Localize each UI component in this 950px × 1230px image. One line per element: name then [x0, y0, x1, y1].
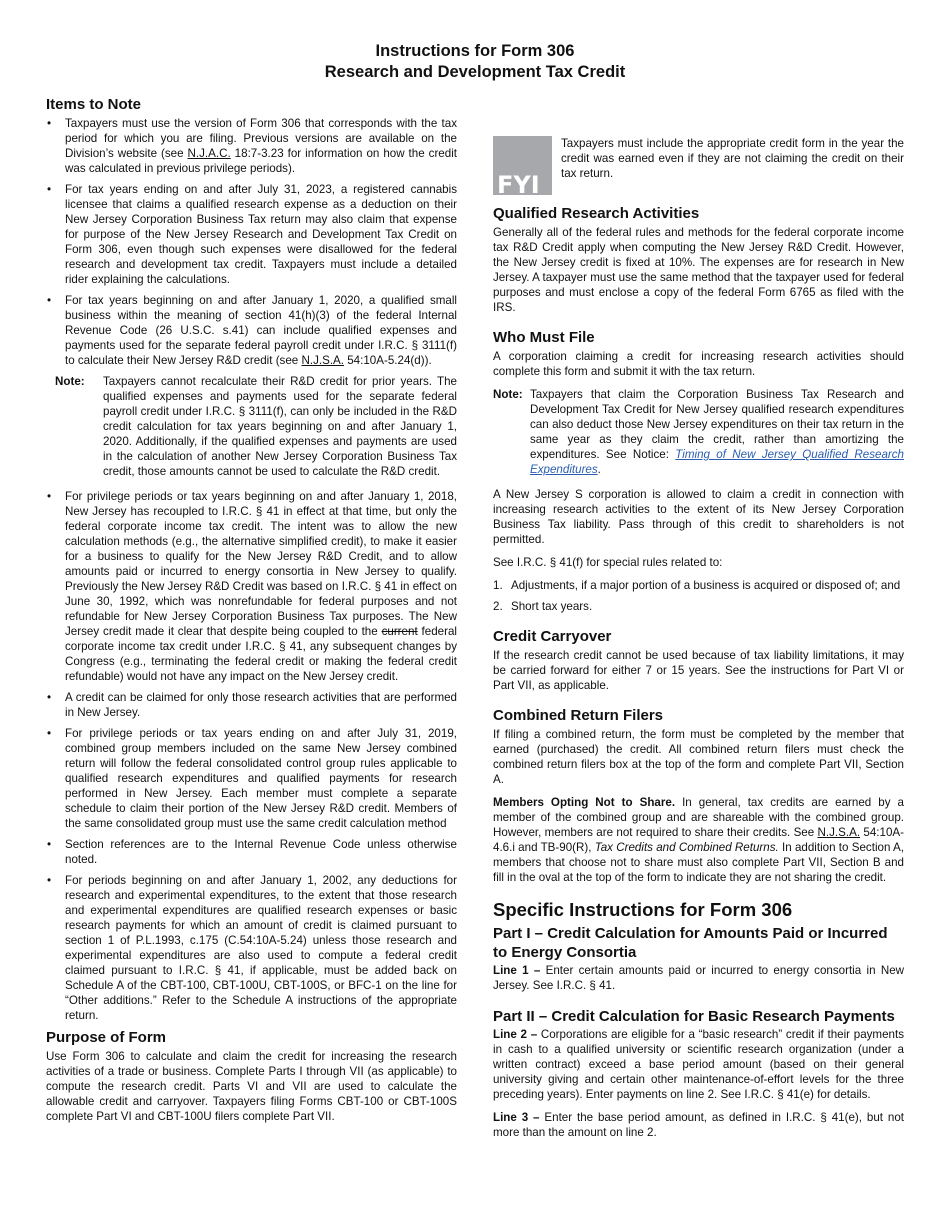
list-item: 1. Adjustments, if a major portion of a business is acquired or disposed of; and: [493, 579, 901, 592]
line2-text: Line 2 – Corporations are eligible for a “basic research” credit if their payments in cash to a qualified university or scientific research organization (under a written contract) exceed a base period amount (based on their general university giving and certain other maintenance-of-effort levels for the three preceding years). Enter payments on line 2. See I.R.C. § 41(e) for details.: [493, 1028, 905, 1101]
carryover-text: If the research credit cannot be used because of tax liability limitations, it may be carried forward for either 7 or 15 years. See the instructions for Part VI or Part VII, as applicable.: [493, 649, 904, 692]
note-label: Note:: [55, 375, 85, 388]
part2-heading: Part II – Credit Calculation for Basic Research Payments: [493, 1008, 895, 1025]
who-must-file-heading: Who Must File: [493, 329, 595, 346]
who-must-file-text: A corporation claiming a credit for increasing research activities should complete this form and submit it with the tax return.: [493, 350, 904, 378]
note-deduction: [493, 387, 904, 477]
purpose-heading: Purpose of Form: [46, 1029, 167, 1046]
list-item: 2. Short tax years.: [493, 600, 593, 613]
note-text: Taxpayers cannot recalculate their R&D credit for prior years. The qualified expenses and payments used for the separate federal payroll credit under I.R.C. § 3111(f), can only be included in the R&D credit calculation for tax years beginning on and after January 1, 2020. Additionally, if the qualified expenses and payments are used in the calculation of another New Jersey Corporation Business Tax credit, those amounts cannot be used to calculate the R&D credit.: [103, 375, 457, 478]
list-item: • Taxpayers must use the version of Form 306 that corresponds with the tax period for which you are filing. Previous versions are available on the Division’s website (see N.J.A.C. 18:7-3.23 for information on how the credit was calculated in previous privilege periods).: [46, 116, 457, 176]
list-item: • For periods beginning on and after January 1, 2002, any deductions for research and experimental expenditures, to the extent that those research and experimental expenditures are qualified research expenses or basic research payments for which an amount of credit is claimed pursuant to section 1 of P.L.1993, c.175 (C.54:10A-5.24) unless those research and experimental expenditures are also used to compute a federal credit claimed pursuant to I.R.C. § 41, if applicable, must be added back on Schedule A of the CBT-100, CBT-100U, CBT-100S, or BFC-1 on the line for “Other additions.” Refer to the Schedule A instructions of the appropriate return.: [46, 873, 457, 1023]
note-payroll-credit: [46, 374, 457, 479]
items-to-note-heading: Items to Note: [46, 96, 142, 113]
items-to-note-list: [46, 116, 457, 368]
list-item: • For privilege periods or tax years beginning on and after January 1, 2018, New Jersey has recoupled to I.R.C. § 41 in effect at that time, but only the federal corporate income tax credit. The intent was to allow the new calculation methods (e.g., the alternative simplified credit), to make it easier for a business to qualify for the New Jersey R&D Credit, and to allow amounts paid or incurred to energy consortia in New Jersey to qualify. Previously the New Jersey R&D Credit was based on I.R.C. § 41 in effect on June 30, 1992, which was nonrefundable for federal purposes and not refundable for New Jersey Corporation Business Tax purposes. The New Jersey credit made it clear that despite being coupled to the current federal corporate income tax credit under I.R.C. § 41, any subsequent changes by Congress (e.g., terminating the federal credit or making the federal credit refundable) would not have any impact on the New Jersey credit.: [46, 489, 457, 684]
special-rules-text: See I.R.C. § 41(f) for special rules related to:: [493, 556, 723, 569]
timing-notice-link[interactable]: Timing of New Jersey Qualified Research Expenditures: [530, 448, 904, 476]
purpose-text: Use Form 306 to calculate and claim the credit for increasing the research activities of a trade or business. Complete Parts I through VII (as applicable) to compute the research credit. Parts VI and VII are used to calculate the allowable credit and carryover. Taxpayers filing Forms CBT-100 or CBT-100S complete Part VI and CBT-100U filers complete Part VII.: [46, 1050, 457, 1123]
document-title: [0, 41, 950, 83]
njsa-link[interactable]: N.J.S.A.: [817, 826, 861, 839]
fyi-callout: [493, 136, 904, 199]
left-column: [46, 96, 457, 1124]
members-opting-text: Members Opting Not to Share. In general, tax credits are earned by a member of the combined group and are shareable with the combined group. However, members are not required to share their credits. See N.J.S.A. 54:10A-4.6.i and TB-90(R), Tax Credits and Combined Returns. In addition to Section A, members that choose not to share must also complete Part VII, Section B and fill in the oval at the top of the form to indicate they are not sharing the credit.: [493, 796, 904, 884]
s-corp-text: A New Jersey S corporation is allowed to claim a credit in connection with increasing research activities to the extent of its New Jersey Corporation Business Tax liability. Pass through of this credit to shareholders is not permitted.: [493, 488, 904, 546]
title-line-1: Instructions for Form 306: [375, 42, 575, 60]
right-column: [493, 100, 904, 1148]
list-item: • For tax years beginning on and after January 1, 2020, a qualified small business within the meaning of section 41(h)(3) of the federal Internal Revenue Code (26 U.S.C. s.41) can include qualified expenses and payments used for the separate federal payroll credit under I.R.C. § 3111(f) to calculate their New Jersey R&D credit (see N.J.S.A. 54:10A-5.24(d)).: [46, 293, 457, 368]
special-rules-list: [493, 578, 904, 614]
qualified-text: Generally all of the federal rules and methods for the federal corporate income tax R&D Credit apply when computing the New Jersey R&D Credit. However, the New Jersey credit is fixed at 10%. The expenses are for research in New Jersey. A taxpayer must use the same method that the taxpayer used for federal purposes and must enclose a copy of the federal Form 6765 as filed with the IRS.: [493, 226, 904, 314]
specific-instructions-heading: Specific Instructions for Form 306: [493, 899, 793, 920]
list-item: • For privilege periods or tax years ending on and after July 31, 2019, combined group members included on the same New Jersey combined return will follow the federal consolidated control group rules applicable to qualified research expenditures and qualified payments for research performed in New Jersey. Each member must complete a separate schedule to claim their portion of the New Jersey R&D credit. Members of the same consolidated group must use the same credit calculation method: [46, 726, 457, 831]
combined-heading: Combined Return Filers: [493, 707, 664, 724]
note-text: Taxpayers that claim the Corporation Business Tax Research and Development Tax Credit for New Jersey qualified research expenditures can also deduct those New Jersey expenditures on their tax return in the same year as they claim the credit, rather than amortizing the expenditures. See Notice: Timing of New Jersey Qualified Research Expenditures.: [530, 388, 904, 476]
struck-word: current: [381, 625, 418, 638]
items-to-note-list-continued: [46, 489, 457, 1023]
line3-text: Line 3 – Enter the base period amount, as defined in I.R.C. § 41(e), but not more than the amount on line 2.: [493, 1111, 904, 1139]
line1-text: Line 1 – Enter certain amounts paid or incurred to energy consortia in New Jersey. See I.R.C. § 41.: [493, 964, 905, 992]
list-item: • A credit can be claimed for only those research activities that are performed in New Jersey.: [46, 690, 457, 720]
part1-heading: Part I – Credit Calculation for Amounts Paid or Incurred to Energy Consortia: [493, 925, 888, 961]
qualified-heading: Qualified Research Activities: [493, 205, 700, 222]
fyi-text: Taxpayers must include the appropriate credit form in the year the credit was earned even if they are not claiming the credit on their tax return.: [561, 137, 904, 180]
combined-text: If filing a combined return, the form must be completed by the member that earned (purchased) the credit. All combined return filers must check the combined return filers box at the top of the form and complete Part VII, Section A.: [493, 728, 904, 786]
note-label: Note:: [493, 388, 523, 401]
carryover-heading: Credit Carryover: [493, 628, 612, 645]
list-item: • For tax years ending on and after July 31, 2023, a registered cannabis licensee that claims a qualified research expense as a deduction on their New Jersey Corporation Business Tax return may also claim that expense for purpose of the New Jersey Research and Development Tax Credit on Form 306, even though such expenses were disallowed for the federal research and development tax credit. Taxpayers must include a detailed rider explaining the calculations.: [46, 182, 457, 287]
njsa-link[interactable]: N.J.S.A.: [301, 354, 345, 367]
title-line-2: Research and Development Tax Credit: [324, 63, 626, 81]
fyi-icon: FYI: [493, 136, 552, 195]
njac-link[interactable]: N.J.A.C.: [187, 147, 231, 160]
list-item: • Section references are to the Internal Revenue Code unless otherwise noted.: [46, 837, 457, 867]
